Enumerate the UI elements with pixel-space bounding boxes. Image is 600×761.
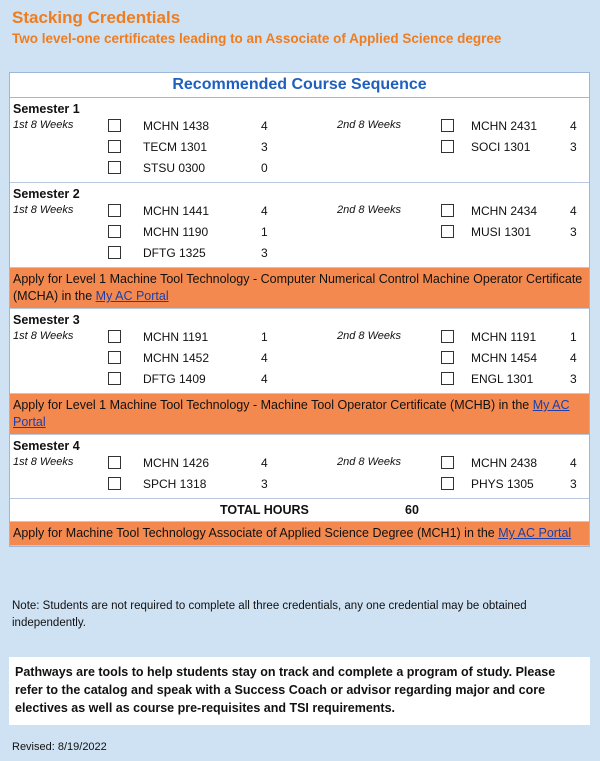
course-checkbox[interactable] (108, 204, 121, 217)
course-hours: 3 (570, 477, 577, 491)
semester-label: Semester 4 (13, 439, 80, 453)
course-hours: 4 (570, 204, 577, 218)
semester-4-block (10, 435, 589, 499)
total-hours-label: TOTAL HOURS (220, 503, 309, 517)
second-weeks-label: 2nd 8 Weeks (337, 456, 402, 468)
second-weeks-label: 2nd 8 Weeks (337, 204, 402, 216)
course-code: MCHN 2431 (471, 119, 538, 133)
course-hours: 4 (261, 372, 268, 386)
course-hours: 4 (261, 119, 268, 133)
course-code: MCHN 1426 (143, 456, 210, 470)
course-code: DFTG 1409 (143, 372, 206, 386)
semester-label: Semester 3 (13, 313, 80, 327)
course-hours: 4 (570, 456, 577, 470)
course-checkbox[interactable] (108, 477, 121, 490)
course-checkbox[interactable] (108, 351, 121, 364)
table-title: Recommended Course Sequence (10, 73, 589, 98)
course-hours: 1 (261, 225, 268, 239)
course-hours: 1 (261, 330, 268, 344)
semester-3-block (10, 309, 589, 394)
semester-1-block (10, 98, 589, 183)
course-code: MCHN 1191 (143, 330, 209, 344)
course-hours: 3 (261, 477, 268, 491)
course-hours: 3 (261, 140, 268, 154)
revised-date: Revised: 8/19/2022 (12, 741, 107, 753)
course-hours: 3 (261, 246, 268, 260)
apply-notice-mch1 (10, 522, 589, 546)
course-checkbox[interactable] (441, 119, 454, 132)
course-row (10, 369, 589, 390)
page-title: Stacking Credentials (12, 8, 181, 27)
first-weeks-label: 1st 8 Weeks (13, 456, 74, 468)
first-weeks-label: 1st 8 Weeks (13, 119, 74, 131)
course-code: MCHN 1454 (471, 351, 538, 365)
course-checkbox[interactable] (441, 330, 454, 343)
first-weeks-label: 1st 8 Weeks (13, 204, 74, 216)
course-hours: 4 (261, 456, 268, 470)
course-checkbox[interactable] (441, 351, 454, 364)
course-hours: 3 (570, 372, 577, 386)
semester-label: Semester 1 (13, 102, 80, 116)
course-checkbox[interactable] (108, 456, 121, 469)
course-hours: 0 (261, 161, 268, 175)
course-checkbox[interactable] (108, 330, 121, 343)
my-ac-portal-link[interactable]: My AC Portal (95, 289, 169, 303)
apply-notice-mcha (10, 268, 589, 309)
course-code: MCHN 2434 (471, 204, 538, 218)
total-hours-value: 60 (405, 503, 419, 517)
course-checkbox[interactable] (441, 477, 454, 490)
course-checkbox[interactable] (441, 225, 454, 238)
course-row (10, 453, 589, 474)
course-hours: 1 (570, 330, 577, 344)
course-code: MCHN 1191 (471, 330, 537, 344)
course-code: TECM 1301 (143, 140, 208, 154)
course-checkbox[interactable] (441, 372, 454, 385)
total-hours-row (10, 499, 589, 522)
my-ac-portal-link[interactable]: My AC Portal (498, 526, 572, 540)
course-checkbox[interactable] (441, 204, 454, 217)
semester-label: Semester 2 (13, 187, 80, 201)
course-checkbox[interactable] (108, 161, 121, 174)
course-row (10, 116, 589, 137)
course-code: MCHN 1190 (143, 225, 209, 239)
course-hours: 4 (261, 204, 268, 218)
course-checkbox[interactable] (441, 456, 454, 469)
apply-notice-text: Apply for Level 1 Machine Tool Technology - Machine Tool Operator Certificate (MCHB) in the (13, 398, 533, 412)
second-weeks-label: 2nd 8 Weeks (337, 330, 402, 342)
course-row (10, 158, 589, 179)
course-code: MCHN 1438 (143, 119, 210, 133)
course-checkbox[interactable] (441, 140, 454, 153)
course-row (10, 243, 589, 264)
course-row (10, 474, 589, 495)
course-sequence-table (9, 72, 590, 547)
course-code: PHYS 1305 (471, 477, 534, 491)
course-hours: 3 (570, 225, 577, 239)
course-code: MUSI 1301 (471, 225, 532, 239)
course-checkbox[interactable] (108, 372, 121, 385)
apply-notice-text: Apply for Machine Tool Technology Associate of Applied Science Degree (MCH1) in the (13, 526, 499, 540)
pathways-info-box: Pathways are tools to help students stay on track and complete a program of study. Please refer to the catalog and speak with a Success Coach or advisor regarding major and core electives as well as course pre-requisites and TSI requirements. (9, 657, 590, 725)
first-weeks-label: 1st 8 Weeks (13, 330, 74, 342)
course-checkbox[interactable] (108, 246, 121, 259)
course-checkbox[interactable] (108, 225, 121, 238)
course-checkbox[interactable] (108, 140, 121, 153)
credentials-note: Note: Students are not required to complete all three credentials, any one credential may be obtained independently. (12, 600, 527, 629)
course-row (10, 222, 589, 243)
apply-notice-mchb (10, 394, 589, 435)
course-code: SOCI 1301 (471, 140, 531, 154)
course-code: SPCH 1318 (143, 477, 207, 491)
course-code: MCHN 1441 (143, 204, 210, 218)
apply-notice-text: Apply for Level 1 Machine Tool Technology - Computer Numerical Control Machine Operator Certificate (MCHA) in the (13, 272, 583, 303)
page-subtitle: Two level-one certificates leading to an Associate of Applied Science degree (12, 31, 502, 46)
course-code: DFTG 1325 (143, 246, 206, 260)
course-hours: 4 (570, 119, 577, 133)
course-row (10, 348, 589, 369)
second-weeks-label: 2nd 8 Weeks (337, 119, 402, 131)
semester-2-block (10, 183, 589, 268)
course-code: MCHN 1452 (143, 351, 210, 365)
course-row (10, 327, 589, 348)
course-code: MCHN 2438 (471, 456, 538, 470)
course-hours: 4 (570, 351, 577, 365)
my-ac-portal-link[interactable]: My AC Portal (13, 398, 570, 429)
course-code: ENGL 1301 (471, 372, 534, 386)
course-row (10, 201, 589, 222)
course-hours: 3 (570, 140, 577, 154)
course-code: STSU 0300 (143, 161, 206, 175)
course-row (10, 137, 589, 158)
course-checkbox[interactable] (108, 119, 121, 132)
course-hours: 4 (261, 351, 268, 365)
